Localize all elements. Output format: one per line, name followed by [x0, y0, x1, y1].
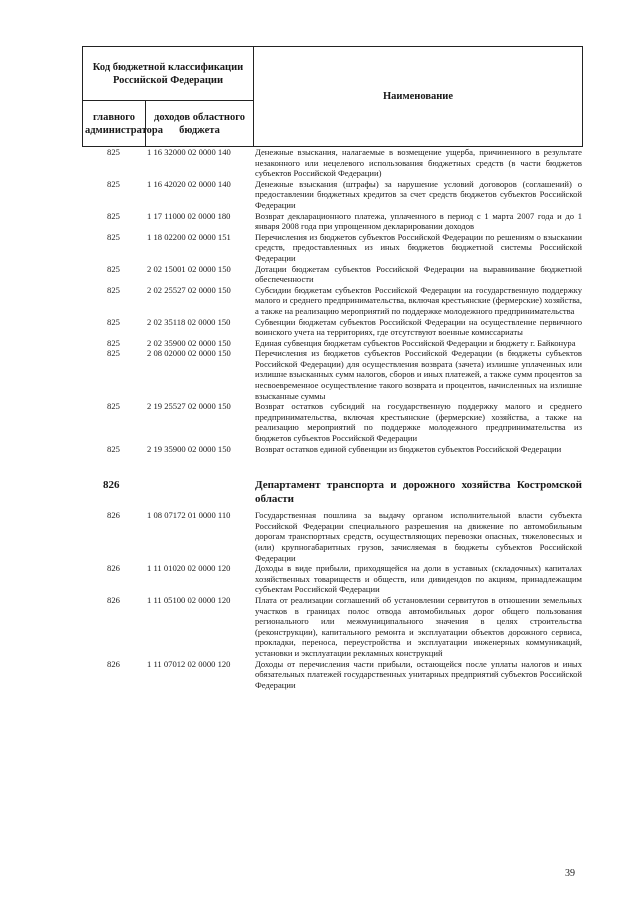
- row-admin-code: 825: [107, 443, 120, 454]
- row-admin-code: 825: [107, 210, 120, 221]
- header-income: доходов областного бюджета: [146, 101, 254, 147]
- row-admin-code: 825: [107, 337, 120, 348]
- header-admin: главного администратора: [83, 101, 146, 147]
- table-row: [82, 232, 582, 264]
- row-name: Денежные взыскания, налагаемые в возмещение ущерба, причиненного в результате незаконного или нецелевого использования бюджетных средств (в части бюджетов субъектов Российской Федерации): [255, 147, 582, 179]
- department-row: [82, 478, 582, 506]
- department-admin: 826: [103, 479, 120, 492]
- row-name: Субвенции бюджетам субъектов Российской Федерации на осуществление первичного воинского учета на территориях, где отсутствуют военные комиссариаты: [255, 316, 582, 338]
- row-income-code: 1 18 02200 02 0000 151: [147, 231, 231, 242]
- row-admin-code: 825: [107, 284, 120, 295]
- document-page: [82, 46, 582, 690]
- header-name: Наименование: [254, 47, 583, 147]
- table-row: [82, 444, 582, 455]
- row-admin-code: 825: [107, 348, 120, 359]
- row-name: Возврат остатков субсидий на государственную поддержку малого и среднего предпринимательства, включая крестьянские (фермерские) хозяйства, а также на реализацию мероприятий по поддержке молодежного предпринимательства из бюджетов субъектов Российской Федерации: [255, 401, 582, 444]
- department-name: Департамент транспорта и дорожного хозяйства Костромской области: [255, 479, 582, 506]
- row-income-code: 1 08 07172 01 0000 110: [147, 510, 231, 521]
- rows-section-825: [82, 147, 582, 454]
- row-name: Дотации бюджетам субъектов Российской Федерации на выравнивание бюджетной обеспеченности: [255, 263, 582, 285]
- row-admin-code: 826: [107, 510, 120, 521]
- header-group-title: Код бюджетной классификации Российской Федерации: [83, 47, 254, 101]
- table-row: [82, 595, 582, 659]
- row-income-code: 1 11 01020 02 0000 120: [147, 563, 231, 574]
- row-income-code: 1 17 11000 02 0000 180: [147, 210, 231, 221]
- table-row: [82, 401, 582, 443]
- rows-section-826: [82, 510, 582, 690]
- table-row: [82, 147, 582, 179]
- row-admin-code: 825: [107, 147, 120, 157]
- table-row: [82, 659, 582, 691]
- row-income-code: 2 19 25527 02 0000 150: [147, 401, 231, 412]
- row-name: Возврат остатков единой субвенции из бюджетов субъектов Российской Федерации: [255, 443, 562, 454]
- row-income-code: 2 02 25527 02 0000 150: [147, 284, 231, 295]
- row-name: Денежные взыскания (штрафы) за нарушение условий договоров (соглашений) о предоставлении бюджетных кредитов за счет средств бюджетов субъектов Российской Федерации: [255, 178, 582, 210]
- row-name: Государственная пошлина за выдачу органом исполнительной власти субъекта Российской Федерации специального разрешения на движение по автомобильным дорогам транспортных средств, осуществляющих перевозки опасных, тяжеловесных и (или) крупногабаритных грузов, зачисляемая в бюджеты субъектов Российской Федерации: [255, 510, 582, 563]
- row-income-code: 1 16 42020 02 0000 140: [147, 178, 231, 189]
- page-number: 39: [565, 868, 575, 879]
- row-income-code: 1 16 32000 02 0000 140: [147, 147, 231, 157]
- row-admin-code: 826: [107, 563, 120, 574]
- table-row: [82, 179, 582, 211]
- row-income-code: 2 19 35900 02 0000 150: [147, 443, 231, 454]
- row-admin-code: 825: [107, 316, 120, 327]
- row-income-code: 1 11 05100 02 0000 120: [147, 594, 231, 605]
- row-admin-code: 825: [107, 231, 120, 242]
- table-row: [82, 338, 582, 349]
- table-row: [82, 348, 582, 401]
- row-name: Единая субвенция бюджетам субъектов Российской Федерации и бюджету г. Байконура: [255, 337, 576, 348]
- row-name: Перечисления из бюджетов субъектов Российской Федерации по решениям о взыскании средств, предоставленных из иных бюджетов бюджетной системы Российской Федерации: [255, 231, 582, 263]
- row-admin-code: 825: [107, 401, 120, 412]
- row-income-code: 2 02 35118 02 0000 150: [147, 316, 231, 327]
- row-admin-code: 826: [107, 658, 120, 669]
- row-income-code: 1 11 07012 02 0000 120: [147, 658, 231, 669]
- row-name: Плата от реализации соглашений об установлении сервитутов в отношении земельных участков в границах полос отвода автомобильных дорог общего пользования регионального или межмуниципального значения в целях строительства (реконструкции), капитального ремонта и эксплуатации объектов дорожного сервиса, прокладки, переноса, переустройства и эксплуатации инженерных коммуникаций, установки и эксплуатации рекламных конструкций: [255, 594, 582, 658]
- table-row: [82, 264, 582, 285]
- table-row: [82, 285, 582, 317]
- row-name: Возврат декларационного платежа, уплаченного в период с 1 марта 2007 года и до 1 января 2008 года при упрощенном декларировании доходов: [255, 210, 582, 232]
- row-name: Доходы в виде прибыли, приходящейся на доли в уставных (складочных) капиталах хозяйственных товариществ и обществ, или дивидендов по акциям, принадлежащим субъектам Российской Федерации: [255, 563, 582, 595]
- table-row: [82, 563, 582, 595]
- row-admin-code: 825: [107, 263, 120, 274]
- table-row: [82, 510, 582, 563]
- row-admin-code: 826: [107, 594, 120, 605]
- row-admin-code: 825: [107, 178, 120, 189]
- row-income-code: 2 08 02000 02 0000 150: [147, 348, 231, 359]
- row-name: Перечисления из бюджетов субъектов Российской Федерации (в бюджеты субъектов Российской Федерации) для осуществления возврата (зачета) излишне уплаченных или излишне взысканных сумм налогов, сборов и иных платежей, а также сумм процентов за несвоевременное осуществление такого возврата и процентов, начисленных на излишне взысканные суммы: [255, 348, 582, 401]
- row-name: Доходы от перечисления части прибыли, остающейся после уплаты налогов и иных обязательных платежей государственных унитарных предприятий субъектов Российской Федерации: [255, 658, 582, 690]
- row-income-code: 2 02 35900 02 0000 150: [147, 337, 231, 348]
- row-income-code: 2 02 15001 02 0000 150: [147, 263, 231, 274]
- table-header: [82, 46, 583, 147]
- table-row: [82, 211, 582, 232]
- table-row: [82, 317, 582, 338]
- row-name: Субсидии бюджетам субъектов Российской Федерации на государственную поддержку малого и среднего предпринимательства, включая крестьянские (фермерские) хозяйства, а также на реализацию мероприятий по поддержке молодежного предпринимательства: [255, 284, 582, 316]
